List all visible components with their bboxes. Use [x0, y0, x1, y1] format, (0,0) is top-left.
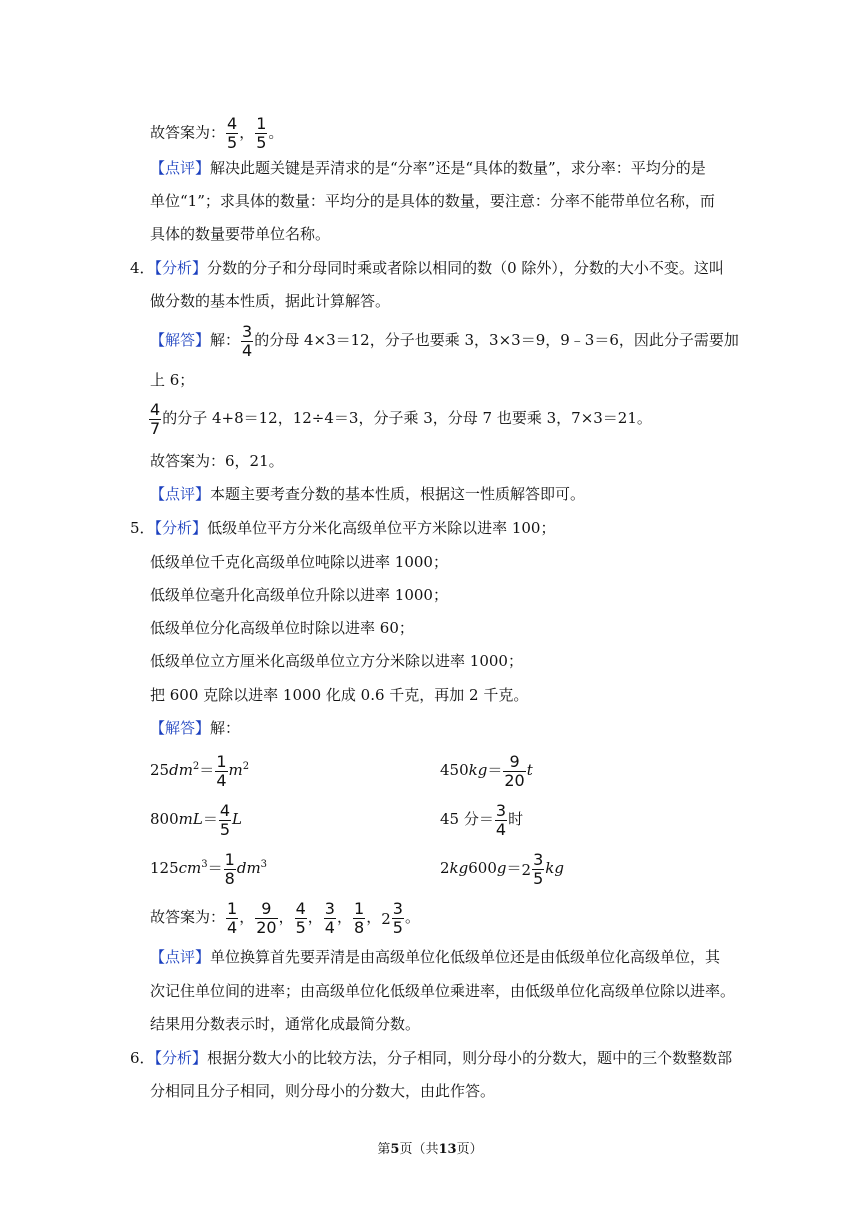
- q5-analysis-line: 低级单位毫升化高级单位升除以进率 1000；: [150, 586, 448, 604]
- fraction: $\frac{3}{4}$: [495, 800, 507, 839]
- fraction: $\frac{4}{7}$: [150, 399, 161, 438]
- q5-answer: 故答案为： $\frac{1}{4}$ ， $\frac{9}{20}$ ， $\frac{4}{5}$ ， $\frac{3}{4}$ ， $\frac{1}{8}$ ，2 $\frac{3}{5}$ 。: [150, 898, 420, 937]
- page-footer: 第5页（共13页）: [377, 1142, 483, 1157]
- q4-answer: 故答案为：6，21。: [150, 452, 284, 470]
- q4-review: 【点评】本题主要考查分数的基本性质，根据这一性质解答即可。: [150, 485, 586, 503]
- fraction: $\frac{1}{4}$: [216, 751, 227, 790]
- q4-solution: 【解答】解： $\frac{3}{4}$ 的分母 4×3＝12，分子也要乘 3，3×3＝9，9﹣3＝6，因此分子需要加: [150, 321, 739, 360]
- fraction: $\frac{9}{20}$: [504, 751, 525, 790]
- q5-equation-1: $25dm^2=$ $\frac{1}{4}$ $m^2$: [150, 751, 250, 790]
- q3-review-line: 【点评】解决此题关键是弄清求的是“分率”还是“具体的数量”，求分率：平均分的是: [150, 159, 706, 177]
- q5-equation-6: 2kg600g＝2 $\frac{3}{5}$ kg: [440, 850, 564, 888]
- q3-review-line: 具体的数量要带单位名称。: [150, 225, 331, 243]
- q5-equation-4: 45 分＝ $\frac{3}{4}$ 时: [440, 800, 524, 839]
- q5-solution-label: 【解答】解：: [150, 719, 241, 737]
- q5-analysis-line: 低级单位千克化高级单位吨除以进率 1000；: [150, 553, 448, 571]
- q5-review-line: 次记住单位间的进率；由高级单位化低级单位乘进率，由低级单位化高级单位除以进率。: [150, 982, 736, 1000]
- q4-solution-line: $\frac{4}{7}$ 的分子 4+8＝12，12÷4＝3，分子乘 3，分母 7 也要乘 3，7×3＝21。: [150, 399, 652, 438]
- q5-analysis: 5．【分析】低级单位平方分米化高级单位平方米除以进率 100；: [130, 519, 556, 537]
- q5-equation-5: $125cm^3=$ $\frac{1}{8}$ $dm^3$: [150, 849, 268, 888]
- q5-review-line: 结果用分数表示时，通常化成最简分数。: [150, 1015, 421, 1033]
- mixed-number: 2 $\frac{3}{5}$: [521, 850, 544, 888]
- fraction: $\frac{1}{5}$: [256, 114, 267, 152]
- q5-analysis-line: 把 600 克除以进率 1000 化成 0.6 千克，再加 2 千克。: [150, 686, 529, 704]
- q4-analysis-line: 做分数的基本性质，据此计算解答。: [150, 292, 391, 310]
- q5-analysis-line: 低级单位立方厘米化高级单位立方分米除以进率 1000；: [150, 652, 523, 670]
- q4-solution-line: 上 6；: [150, 371, 195, 389]
- q6-analysis-line: 分相同且分子相同，则分母小的分数大，由此作答。: [150, 1082, 496, 1100]
- fraction: $\frac{3}{5}$: [392, 899, 403, 937]
- fraction: $\frac{3}{5}$: [533, 850, 544, 888]
- fraction: $\frac{3}{4}$: [324, 898, 335, 937]
- fraction: $\frac{1}{4}$: [227, 898, 238, 937]
- fraction: $\frac{1}{8}$: [224, 849, 235, 888]
- fraction: $\frac{4}{5}$: [219, 800, 231, 839]
- q5-equation-3: 800mL＝ $\frac{4}{5}$ L: [150, 800, 242, 839]
- fraction: $\frac{4}{5}$: [227, 114, 238, 152]
- q3-answer: 故答案为： $\frac{4}{5}$ ， $\frac{1}{5}$ 。: [150, 114, 284, 152]
- fraction: $\frac{3}{4}$: [242, 321, 253, 360]
- q6-analysis: 6．【分析】根据分数大小的比较方法，分子相同，则分母小的分数大，题中的三个数整数部: [130, 1049, 733, 1067]
- q5-equation-2: 450kg＝ $\frac{9}{20}$ t: [440, 751, 533, 790]
- q5-review: 【点评】单位换算首先要弄清是由高级单位化低级单位还是由低级单位化高级单位，其: [150, 948, 721, 966]
- q4-analysis: 4．【分析】分数的分子和分母同时乘或者除以相同的数（0 除外），分数的大小不变。这叫: [130, 259, 724, 277]
- fraction: $\frac{4}{5}$: [295, 898, 306, 937]
- q5-analysis-line: 低级单位分化高级单位时除以进率 60；: [150, 619, 414, 637]
- q3-review-line: 单位“1”；求具体的数量：平均分的是具体的数量，要注意：分率不能带单位名称，而: [150, 192, 715, 210]
- fraction: $\frac{9}{20}$: [256, 898, 277, 937]
- mixed-number: 2 $\frac{3}{5}$: [381, 899, 403, 937]
- fraction: $\frac{1}{8}$: [354, 898, 365, 937]
